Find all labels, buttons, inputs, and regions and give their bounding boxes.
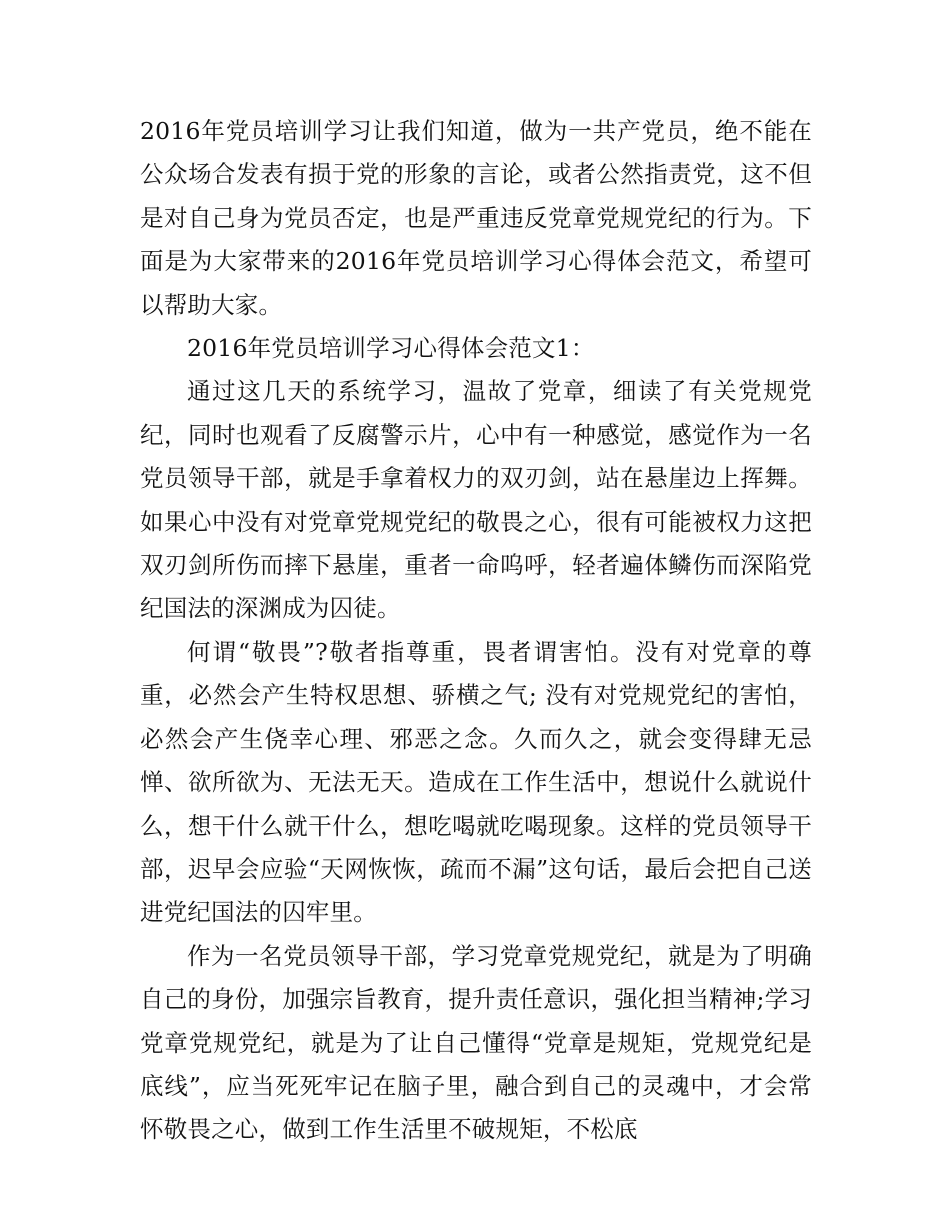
document-page bbox=[140, 110, 812, 1152]
body-paragraph: 通过这几天的系统学习，温故了党章，细读了有关党规党纪，同时也观看了反腐警示片，心中有一种感觉，感觉作为一名党员领导干部，就是手拿着权力的双刃剑，站在悬崖边上挥舞。如果心中没有对党章党规党纪的敬畏之心，很有可能被权力这把双刃剑所伤而摔下悬崖，重者一命呜呼，轻者遍体鳞伤而深陷党纪国法的深渊成为囚徒。 bbox=[140, 377, 812, 623]
intro-paragraph: 2016年党员培训学习让我们知道，做为一共产党员，绝不能在公众场合发表有损于党的形象的言论，或者公然指责党，这不但是对自己身为党员否定，也是严重违反党章党规党纪的行为。下面是为大家带来的2016年党员培训学习心得体会范文，希望可以帮助大家。 bbox=[140, 117, 812, 319]
body-paragraph: 何谓“敬畏”?敬者指尊重，畏者谓害怕。没有对党章的尊重，必然会产生特权思想、骄横之气; 没有对党规党纪的害怕，必然会产生侥幸心理、邪恶之念。久而久之，就会变得肆无忌惮、欲所欲为、无法无天。造成在工作生活中，想说什么就说什么，想干什么就干什么，想吃喝就吃喝现象。这样的党员领导干部，迟早会应验“天网恢恢，疏而不漏”这句话，最后会把自己送进党纪国法的囚牢里。 bbox=[140, 637, 812, 927]
body-paragraph: 作为一名党员领导干部，学习党章党规党纪，就是为了明确自己的身份，加强宗旨教育，提升责任意识，强化担当精神;学习党章党规党纪，就是为了让自己懂得“党章是规矩，党规党纪是底线”，应当死死牢记在脑子里，融合到自己的灵魂中，才会常怀敬畏之心，做到工作生活里不破规矩，不松底 bbox=[140, 941, 812, 1144]
section-heading: 2016年党员培训学习心得体会范文1： bbox=[187, 334, 595, 363]
